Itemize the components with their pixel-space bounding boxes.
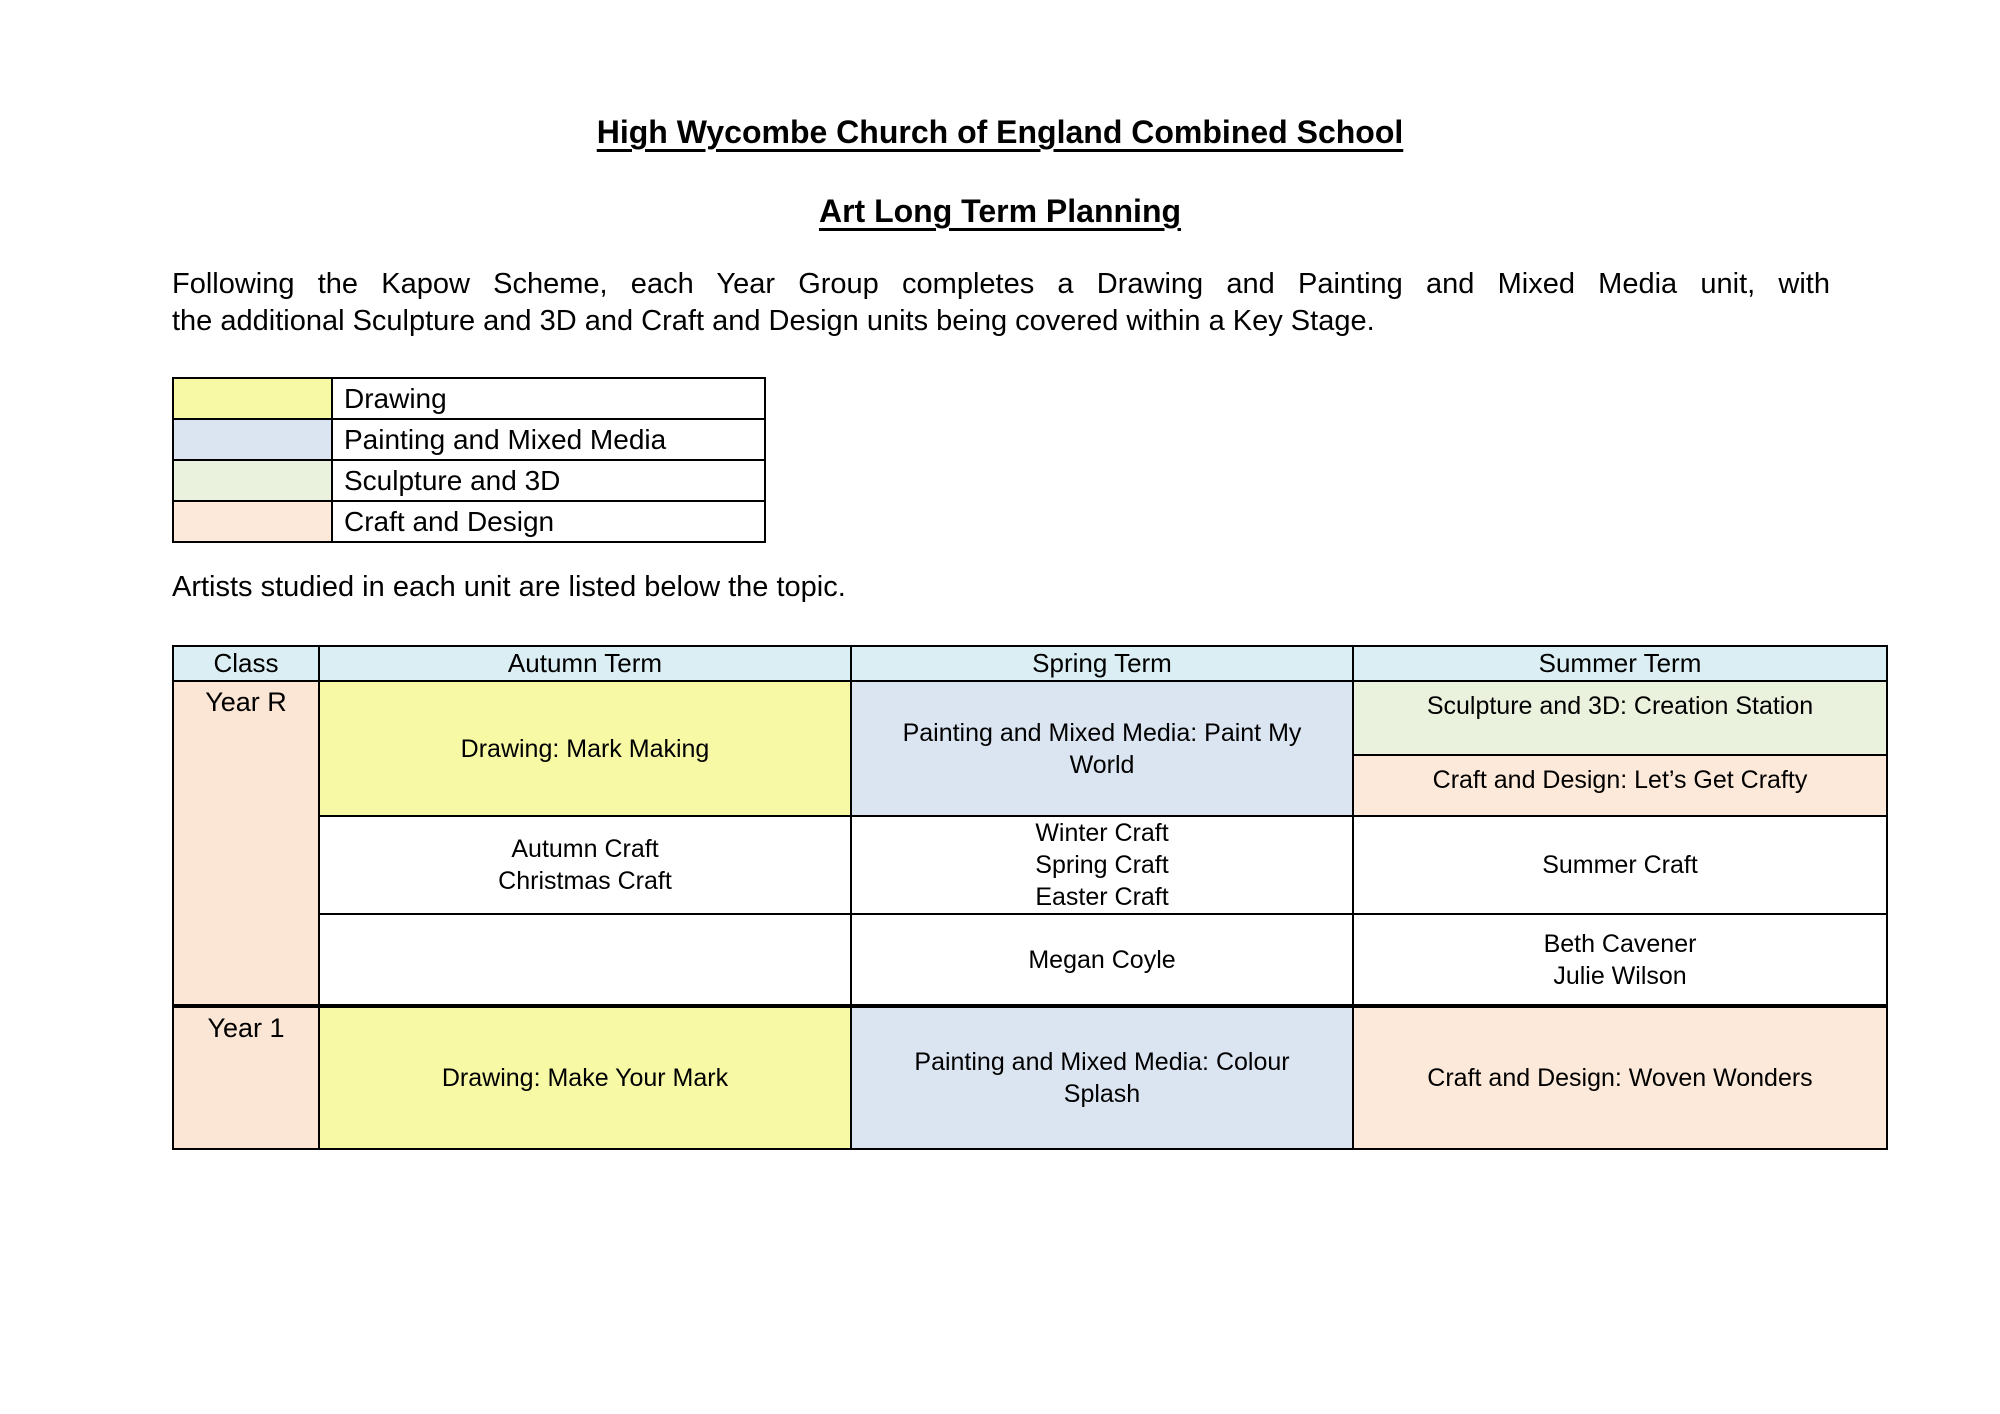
page-subtitle: Art Long Term Planning	[818, 193, 1182, 229]
year-1-spring-topic-cell: Painting and Mixed Media: Colour Splash	[851, 1006, 1353, 1149]
year-1-row	[173, 1006, 1887, 1149]
year-r-artists-row	[173, 914, 1887, 1006]
header-class: Class	[173, 646, 319, 681]
craft-line: Christmas Craft	[498, 867, 672, 895]
year-1-summer-topic-cell: Craft and Design: Woven Wonders	[1353, 1006, 1887, 1149]
craft-line: Easter Craft	[1035, 883, 1169, 911]
craft-line: Summer Craft	[1542, 851, 1698, 879]
year-r-autumn-topic-cell: Drawing: Mark Making	[319, 681, 851, 816]
artists-note: Artists studied in each unit are listed below the topic.	[172, 571, 846, 603]
planner-header-row	[173, 646, 1887, 681]
year-r-spring-crafts-cell	[851, 816, 1353, 914]
year-1-label-cell: Year 1	[173, 1006, 319, 1149]
legend-label-drawing: Drawing	[332, 378, 765, 419]
craft-line: Autumn Craft	[511, 835, 659, 863]
intro-line-1: Following the Kapow Scheme, each Year Group completes a Drawing and Painting and Mixed Media unit, with	[172, 268, 1830, 300]
artist-line: Megan Coyle	[1028, 945, 1176, 974]
legend-row-sculpture	[173, 460, 765, 501]
legend-row-craft	[173, 501, 765, 542]
header-autumn-term: Autumn Term	[319, 646, 851, 681]
year-r-topic-row-a	[173, 681, 1887, 755]
legend-label-painting: Painting and Mixed Media	[332, 419, 765, 460]
legend-row-drawing	[173, 378, 765, 419]
year-r-label-cell: Year R	[173, 681, 319, 1006]
legend-swatch-drawing	[173, 378, 332, 419]
intro-line-2: the additional Sculpture and 3D and Craft and Design units being covered within a Key Stage.	[172, 305, 1375, 337]
craft-line: Winter Craft	[1035, 819, 1169, 847]
legend-label-craft: Craft and Design	[332, 501, 765, 542]
legend-row-painting	[173, 419, 765, 460]
header-summer-term: Summer Term	[1353, 646, 1887, 681]
planning-table	[172, 645, 1888, 1150]
legend-label-sculpture: Sculpture and 3D	[332, 460, 765, 501]
year-r-spring-artists-cell	[851, 914, 1353, 1006]
artist-line: Julie Wilson	[1553, 961, 1687, 990]
year-r-summer-crafts-cell	[1353, 816, 1887, 914]
year-r-summer-craft-cell: Craft and Design: Let’s Get Crafty	[1353, 755, 1887, 816]
page-title: High Wycombe Church of England Combined School	[596, 114, 1404, 150]
legend-swatch-craft	[173, 501, 332, 542]
year-r-autumn-artists-cell	[319, 914, 851, 1006]
year-r-autumn-crafts-cell	[319, 816, 851, 914]
legend-swatch-sculpture	[173, 460, 332, 501]
intro-paragraph	[172, 266, 1830, 340]
unit-colour-key-table	[172, 377, 766, 543]
header-spring-term: Spring Term	[851, 646, 1353, 681]
year-1-autumn-topic-cell: Drawing: Make Your Mark	[319, 1006, 851, 1149]
legend-swatch-painting	[173, 419, 332, 460]
year-r-spring-topic-cell: Painting and Mixed Media: Paint My World	[851, 681, 1353, 816]
craft-line: Spring Craft	[1035, 851, 1169, 879]
year-r-summer-artists-cell	[1353, 914, 1887, 1006]
year-r-crafts-row	[173, 816, 1887, 914]
year-r-summer-sculpture-cell: Sculpture and 3D: Creation Station	[1353, 681, 1887, 755]
artist-line: Beth Cavener	[1543, 929, 1697, 958]
